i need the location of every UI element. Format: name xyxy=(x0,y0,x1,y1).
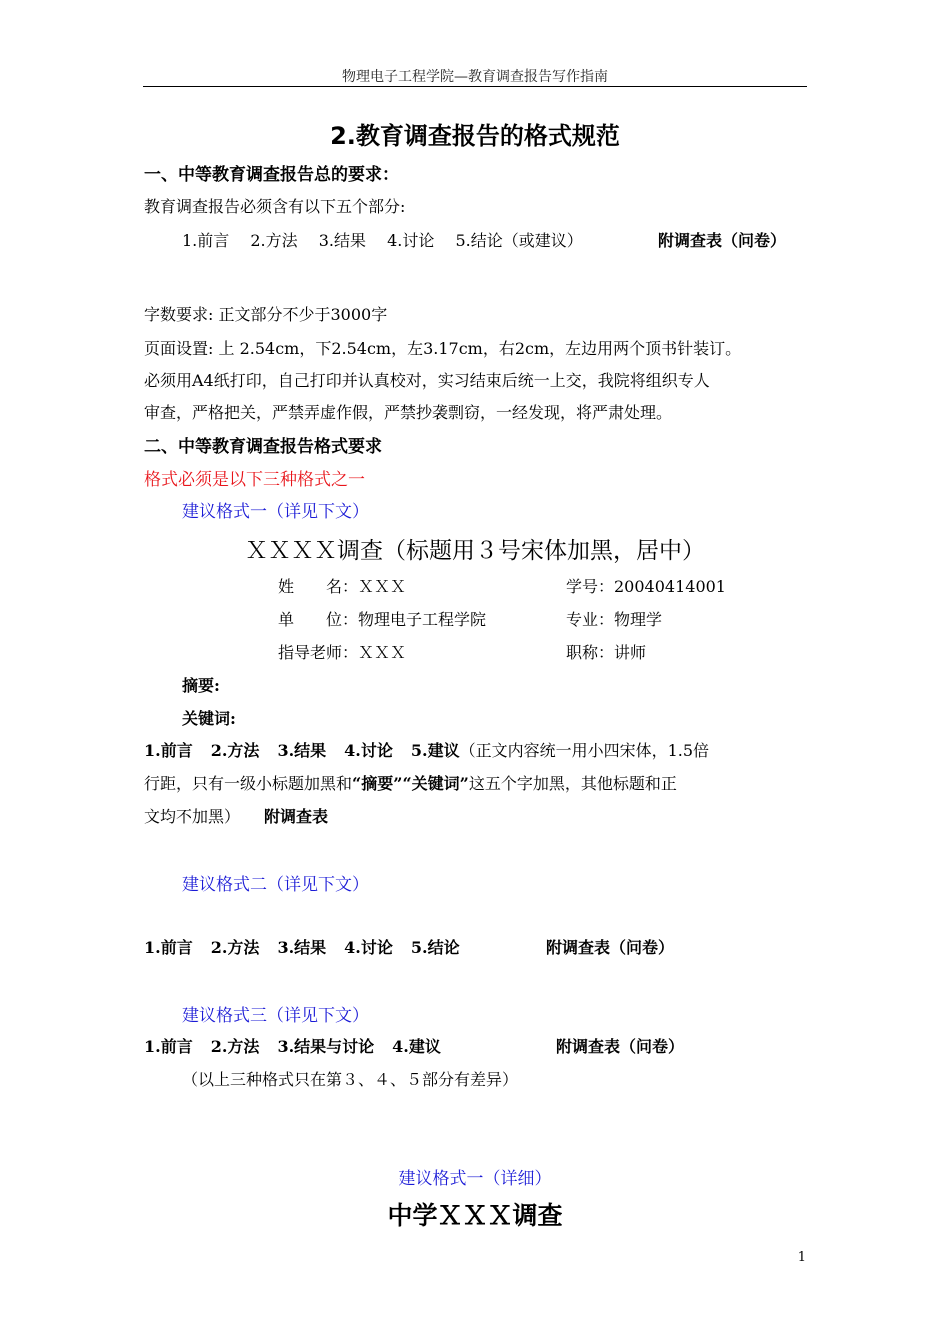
part-item: 4.讨论 xyxy=(344,741,393,760)
note-text: 行距，只有一级小标题加黑和 xyxy=(144,774,353,793)
advisor-field: 指导老师：ＸＸＸ xyxy=(278,643,407,662)
detail-format-label: 建议格式一（详细） xyxy=(398,1169,552,1189)
format1-parts-line xyxy=(144,738,709,761)
page-number: 1 xyxy=(797,1250,806,1265)
part-item: 2.方法 xyxy=(210,741,260,760)
detail-doc-title: 中学ＸＸＸ调查 xyxy=(387,1201,563,1230)
format1-doc-title: ＸＸＸＸ调查（标题用３号宋体加黑，居中） xyxy=(245,538,705,564)
print-line-1: 必须用A4纸打印，自己打印并认真校对，实习结束后统一上交，我院将组织专人 xyxy=(144,371,710,390)
format2-parts xyxy=(144,935,478,958)
print-line-2: 审查，严格把关，严禁弄虚作假，严禁抄袭剽窃，一经发现，将严肃处理。 xyxy=(144,403,673,422)
part-item: 1.前言 xyxy=(144,1037,193,1056)
unit-field: 单 位：物理电子工程学院 xyxy=(278,610,487,629)
note-bold: “摘要” xyxy=(352,774,403,793)
note-text: 文均不加黑） xyxy=(144,807,241,826)
part-item: 1.前言 xyxy=(182,231,230,250)
page-title: 2.教育调查报告的格式规范 xyxy=(330,122,620,150)
part-item: 3.结果 xyxy=(277,938,327,957)
rank-field: 职称：讲师 xyxy=(566,643,647,662)
format3-appendix: 附调查表（问卷） xyxy=(556,1037,685,1056)
part-item: 1.前言 xyxy=(144,938,193,957)
formats-difference-note: （以上三种格式只在第３、４、５部分有差异） xyxy=(182,1070,519,1089)
format-requirement: 格式必须是以下三种格式之一 xyxy=(144,470,365,490)
part-item: 2.方法 xyxy=(210,938,260,957)
part-item: 2.方法 xyxy=(250,231,298,250)
format3-parts xyxy=(144,1034,459,1057)
note-bold: “关键词” xyxy=(402,774,469,793)
note-text: 这五个字加黑，其他标题和正 xyxy=(468,774,677,793)
part-item: 4.讨论 xyxy=(344,938,393,957)
header-rule xyxy=(143,86,807,87)
part-item: 3.结果 xyxy=(318,231,367,250)
format2-label: 建议格式二（详见下文） xyxy=(182,875,369,895)
format2-appendix: 附调查表（问卷） xyxy=(546,938,675,957)
section1-intro: 教育调查报告必须含有以下五个部分: xyxy=(144,197,406,216)
part-item: 3.结果 xyxy=(277,741,327,760)
section1-heading: 一、中等教育调查报告总的要求： xyxy=(144,165,399,185)
format3-label: 建议格式三（详见下文） xyxy=(182,1006,369,1026)
format-note: （正文内容统一用小四宋体，1.5倍 xyxy=(459,741,710,760)
name-field: 姓 名：ＸＸＸ xyxy=(278,577,407,596)
wordcount-line: 字数要求: 正文部分不少于3000字 xyxy=(144,305,388,324)
abstract-label: 摘要: xyxy=(182,676,220,695)
page-setup-line: 页面设置: 上 2.54cm，下2.54cm，左3.17cm，右2cm，左边用两个顶书针装订。 xyxy=(144,339,742,358)
part-item: 5.结论 xyxy=(410,938,460,957)
part-item: 1.前言 xyxy=(144,741,193,760)
section1-appendix: 附调查表（问卷） xyxy=(658,231,787,250)
format1-note-line2 xyxy=(144,771,677,794)
section1-parts xyxy=(182,228,599,251)
section2-heading: 二、中等教育调查报告格式要求 xyxy=(144,437,382,457)
format1-note-line3 xyxy=(144,804,328,827)
part-item: 5.建议 xyxy=(410,741,460,760)
page-header: 物理电子工程学院—教育调查报告写作指南 xyxy=(342,69,608,85)
part-item: 4.讨论 xyxy=(387,231,435,250)
part-item: 3.结果与讨论 xyxy=(277,1037,375,1056)
format1-appendix: 附调查表 xyxy=(264,807,329,826)
major-field: 专业：物理学 xyxy=(566,610,663,629)
part-item: 4.建议 xyxy=(392,1037,441,1056)
format1-label: 建议格式一（详见下文） xyxy=(182,502,369,522)
student-id-field: 学号：20040414001 xyxy=(566,577,726,596)
keywords-label: 关键词: xyxy=(182,709,236,728)
part-item: 5.结论（或建议） xyxy=(455,231,583,250)
part-item: 2.方法 xyxy=(210,1037,260,1056)
